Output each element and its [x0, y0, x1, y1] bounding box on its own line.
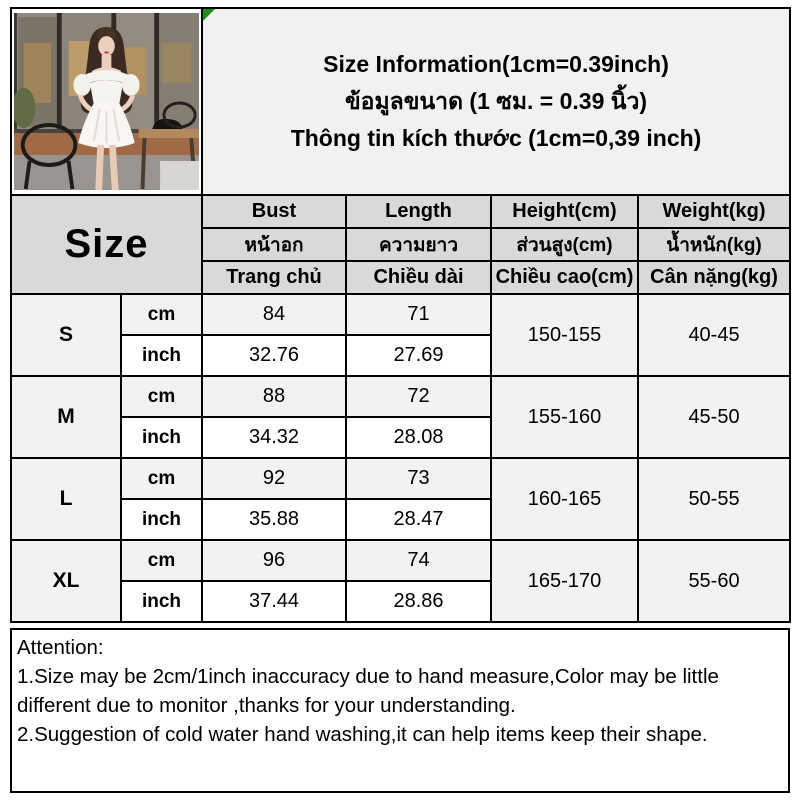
height-range-value: 165-170: [491, 540, 638, 622]
title-line-vi: Thông tin kích thước (1cm=0,39 inch): [290, 125, 702, 151]
unit-label-inch: inch: [121, 335, 202, 376]
height-range-value: 155-160: [491, 376, 638, 458]
bust-cm-value: 92: [202, 458, 346, 499]
length-cm-value: 71: [346, 294, 491, 335]
size-header: Size: [11, 195, 202, 294]
bust-inch-value: 32.76: [202, 335, 346, 376]
size-table: [10, 7, 791, 623]
length-inch-value: 28.08: [346, 417, 491, 458]
header-weight-th: น้ำหนัก(kg): [638, 228, 790, 261]
size-info-title-cell: [202, 8, 790, 195]
bust-cm-value: 96: [202, 540, 346, 581]
unit-label-inch: inch: [121, 499, 202, 540]
size-label-m: M: [11, 376, 121, 458]
header-bust-th: หน้าอก: [202, 228, 346, 261]
length-inch-value: 28.47: [346, 499, 491, 540]
header-weight-en: Weight(kg): [638, 195, 790, 228]
cell-corner-marker-icon: [203, 9, 215, 21]
size-label-xl: XL: [11, 540, 121, 622]
table-row-m-cm: [11, 376, 790, 417]
unit-label-cm: cm: [121, 458, 202, 499]
height-range-value: 160-165: [491, 458, 638, 540]
bust-inch-value: 37.44: [202, 581, 346, 622]
weight-range-value: 40-45: [638, 294, 790, 376]
header-bust-vi: Trang chủ: [202, 261, 346, 294]
unit-label-cm: cm: [121, 376, 202, 417]
bust-cm-value: 88: [202, 376, 346, 417]
table-row-xl-cm: [11, 540, 790, 581]
attention-note-1: 1.Size may be 2cm/1inch inaccuracy due to hand measure,Color may be little different due to monitor ,thanks for your understanding.: [17, 665, 719, 717]
length-inch-value: 28.86: [346, 581, 491, 622]
bust-inch-value: 35.88: [202, 499, 346, 540]
bust-inch-value: 34.32: [202, 417, 346, 458]
header-length-vi: Chiều dài: [346, 261, 491, 294]
attention-note-2: 2.Suggestion of cold water hand washing,it can help items keep their shape.: [17, 723, 708, 746]
length-cm-value: 74: [346, 540, 491, 581]
header-row-en: [11, 195, 790, 228]
unit-label-cm: cm: [121, 540, 202, 581]
title-line-th: ข้อมูลขนาด (1 ซม. = 0.39 นิ้ว): [344, 88, 648, 114]
header-length-th: ความยาว: [346, 228, 491, 261]
title-band: [11, 8, 790, 195]
weight-range-value: 55-60: [638, 540, 790, 622]
weight-range-value: 45-50: [638, 376, 790, 458]
attention-heading: Attention:: [17, 636, 104, 659]
table-row-s-cm: [11, 294, 790, 335]
product-photo: [14, 13, 199, 190]
header-length-en: Length: [346, 195, 491, 228]
product-photo-cell: [11, 8, 202, 195]
size-info-sheet: [10, 0, 790, 793]
length-inch-value: 27.69: [346, 335, 491, 376]
header-bust-en: Bust: [202, 195, 346, 228]
unit-label-inch: inch: [121, 417, 202, 458]
unit-label-cm: cm: [121, 294, 202, 335]
table-row-l-cm: [11, 458, 790, 499]
height-range-value: 150-155: [491, 294, 638, 376]
length-cm-value: 73: [346, 458, 491, 499]
header-height-en: Height(cm): [491, 195, 638, 228]
attention-notes: [10, 628, 790, 793]
length-cm-value: 72: [346, 376, 491, 417]
weight-range-value: 50-55: [638, 458, 790, 540]
title-line-en: Size Information(1cm=0.39inch): [323, 51, 669, 77]
size-label-l: L: [11, 458, 121, 540]
header-height-vi: Chiều cao(cm): [491, 261, 638, 294]
bust-cm-value: 84: [202, 294, 346, 335]
unit-label-inch: inch: [121, 581, 202, 622]
header-height-th: ส่วนสูง(cm): [491, 228, 638, 261]
header-weight-vi: Cân nặng(kg): [638, 261, 790, 294]
size-label-s: S: [11, 294, 121, 376]
